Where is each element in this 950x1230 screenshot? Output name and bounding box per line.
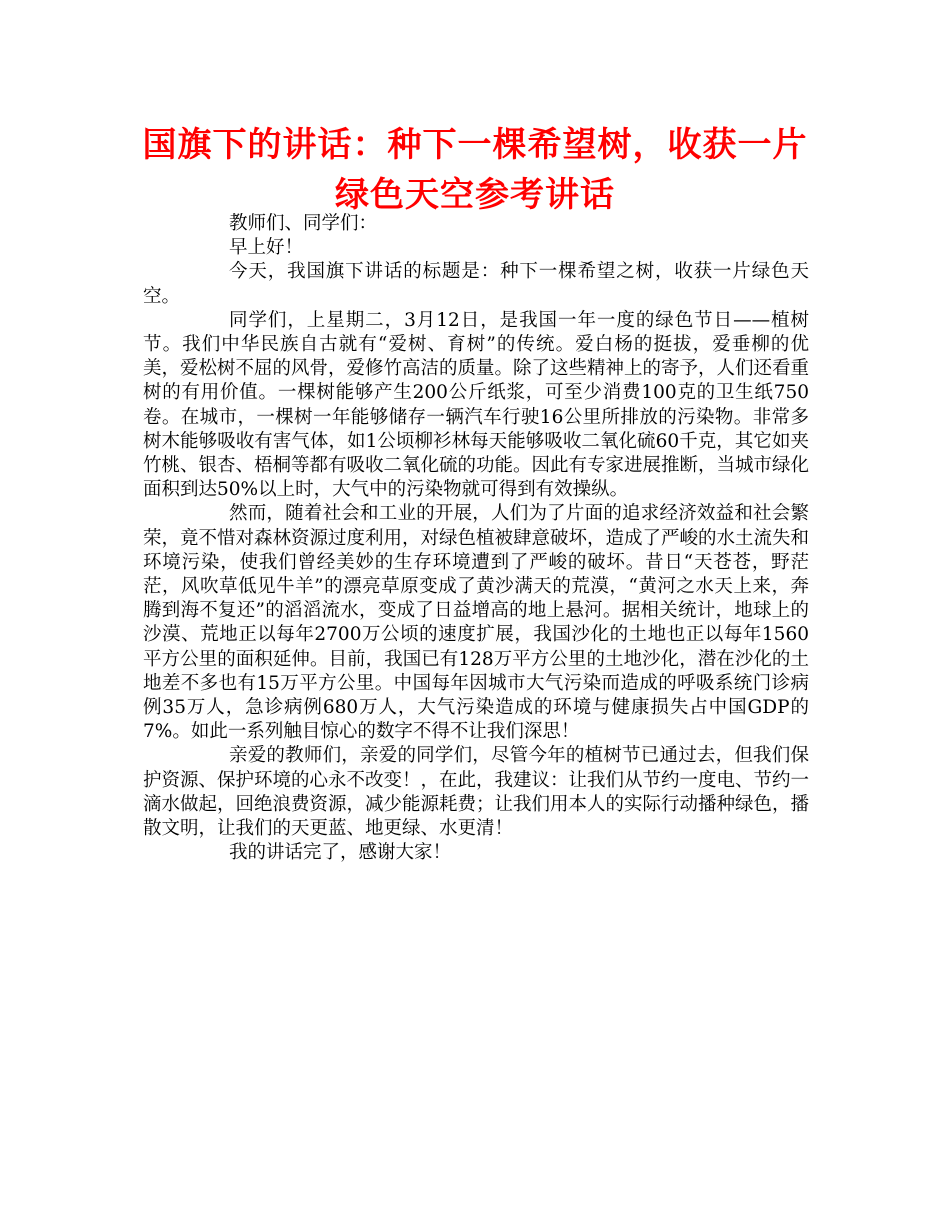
greeting-paragraph: 教师们、同学们： [229, 213, 378, 234]
environment-problem-paragraph: 然而，随着社会和工业的开展，人们为了片面的追求经济效益和社会繁荣，竟不惜对森林资源过度利用，对绿色植被肆意破坏，造成了严峻的水土流失和环境污染，使我们曾经美妙的生存环境遭到了严峻的破坏。昔日“天苍苍，野茫茫，风吹草低见牛羊”的漂亮草原变成了黄沙满天的荒漠，“黄河之水天上来，奔腾到海不复还”的滔滔流水，变成了日益增高的地上悬河。据相关统计，地球上的沙漠、荒地正以每年2700万公顷的速度扩展，我国沙化的土地也正以每年1560平方公里的面积延伸。目前，我国已有128万平方公里的土地沙化，潜在沙化的土地差不多也有15万平方公里。中国每年因城市大气污染而造成的呼吸系统门诊病例35万人，急诊病例680万人，大气污染造成的环境与健康损失占中国GDP的7%。如此一系列触目惊心的数字不得不让我们深思！ [143, 503, 810, 743]
closing-paragraph: 我的讲话完了，感谢大家！ [229, 842, 452, 864]
tree-value-paragraph: 同学们，上星期二，3月12日，是我国一年一度的绿色节日——植树节。我们中华民族自古就有“爱树、育树”的传统。爱白杨的挺拔，爱垂柳的优美，爱松树不屈的风骨，爱修竹高洁的质量。除了这些精神上的寄予，人们还看重树的有用价值。一棵树能够产生200公斤纸浆，可至少消费100克的卫生纸750卷。在城市，一棵树一年能够储存一辆汽车行驶16公里所排放的污染物。非常多树木能够吸收有害气体，如1公顷柳衫林每天能够吸收二氧化硫60千克，其它如夹竹桃、银杏、梧桐等都有吸收二氧化硫的功能。因此有专家进展推断，当城市绿化面积到达50%以上时，大气中的污染物就可得到有效操纵。 [143, 309, 810, 501]
document-body [143, 212, 809, 865]
document-title: 国旗下的讲话：种下一棵希望树，收获一片绿色天空参考讲话 [142, 125, 808, 215]
morning-greeting-paragraph: 早上好！ [229, 237, 304, 259]
topic-paragraph: 今天，我国旗下讲话的标题是：种下一棵希望之树，收获一片绿色天空。 [143, 261, 809, 307]
call-to-action-paragraph: 亲爱的教师们，亲爱的同学们，尽管今年的植树节已通过去，但我们保护资源、保护环境的心永不改变！，在此，我建议：让我们从节约一度电、节约一滴水做起，回绝浪费资源，减少能源耗费；让我们用本人的实际行动播种绿色，播散文明，让我们的天更蓝、地更绿、水更清！ [143, 745, 810, 840]
